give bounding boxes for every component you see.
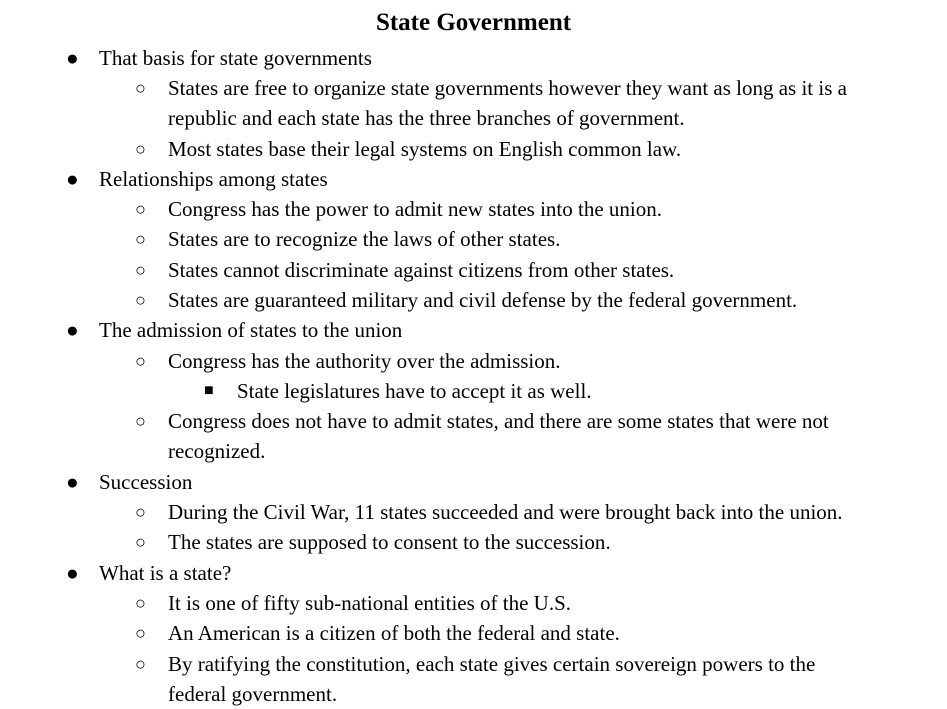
bullet-disc-icon: ● [66,470,79,494]
list-item: States are guaranteed military and civil defense by the federal government. [168,288,798,312]
list-item: The admission of states to the union [99,318,403,342]
bullet-circle-icon: ○ [135,78,146,98]
list-item: State legislatures have to accept it as well. [237,379,592,403]
bullet-circle-icon: ○ [135,532,146,552]
bullet-circle-icon: ○ [135,199,146,219]
bullet-disc-icon: ● [66,167,79,191]
list-item: States are to recognize the laws of other states. [168,227,561,251]
list-item: Succession [99,470,193,494]
list-item-continuation: republic and each state has the three branches of government. [168,106,685,130]
list-item: Relationships among states [99,167,328,191]
bullet-circle-icon: ○ [135,229,146,249]
bullet-square-icon: ■ [204,382,214,399]
bullet-circle-icon: ○ [135,654,146,674]
list-item: Most states base their legal systems on English common law. [168,137,682,161]
list-item: What is a state? [99,561,232,585]
bullet-disc-icon: ● [66,46,79,70]
list-item: Congress does not have to admit states, and there are some states that were not [168,409,829,433]
list-item-continuation: recognized. [168,439,266,463]
bullet-circle-icon: ○ [135,623,146,643]
list-item: Congress has the power to admit new states into the union. [168,197,663,221]
list-item: The states are supposed to consent to the succession. [168,530,611,554]
bullet-disc-icon: ● [66,561,79,585]
bullet-circle-icon: ○ [135,139,146,159]
bullet-disc-icon: ● [66,318,79,342]
bullet-circle-icon: ○ [135,502,146,522]
list-item: States are free to organize state governments however they want as long as it is a [168,76,847,100]
list-item: It is one of fifty sub-national entities of the U.S. [168,591,572,615]
list-item: During the Civil War, 11 states succeeded and were brought back into the union. [168,500,843,524]
list-item: States cannot discriminate against citizens from other states. [168,258,675,282]
bullet-circle-icon: ○ [135,260,146,280]
list-item: Congress has the authority over the admission. [168,349,561,373]
bullet-circle-icon: ○ [135,593,146,613]
list-item-continuation: federal government. [168,682,338,706]
bullet-circle-icon: ○ [135,351,146,371]
list-item: That basis for state governments [99,46,372,70]
document-title: State Government [375,9,572,36]
bullet-circle-icon: ○ [135,411,146,431]
bullet-circle-icon: ○ [135,290,146,310]
list-item: By ratifying the constitution, each state gives certain sovereign powers to the [168,652,816,676]
list-item: An American is a citizen of both the federal and state. [168,621,620,645]
